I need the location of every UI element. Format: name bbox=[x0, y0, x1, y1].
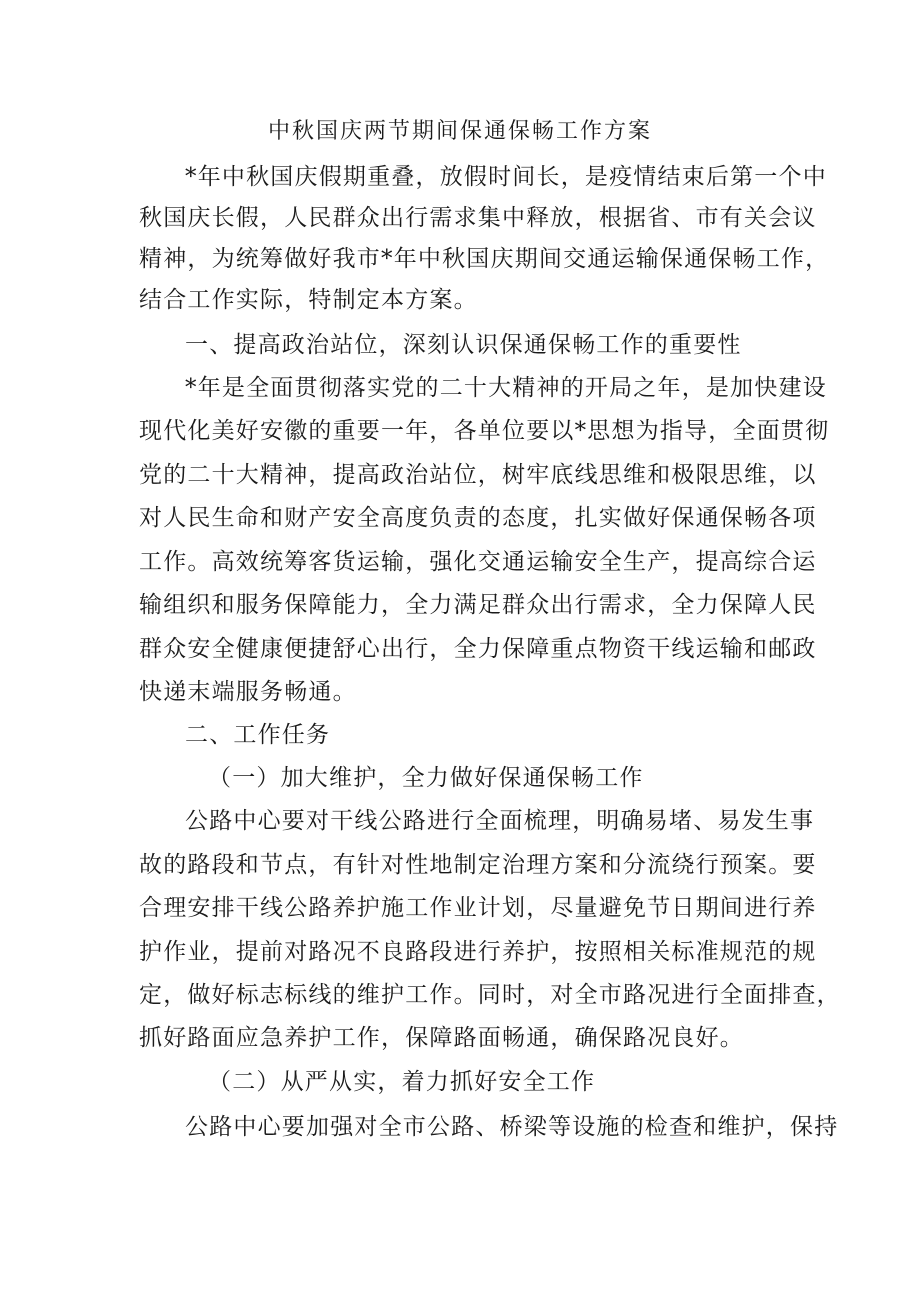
paragraph-line: 秋国庆长假，人民群众出行需求集中释放，根据省、市有关会议 bbox=[139, 205, 817, 231]
paragraph-line: 精神，为统筹做好我市*年中秋国庆期间交通运输保通保畅工作， bbox=[139, 246, 830, 272]
paragraph-line: *年是全面贯彻落实党的二十大精神的开局之年，是加快建设 bbox=[185, 375, 827, 401]
paragraph-line: 快递末端服务畅通。 bbox=[139, 679, 357, 705]
subsection-heading: （一）加大维护，全力做好保通保畅工作 bbox=[208, 765, 644, 791]
paragraph-line: 公路中心要加强对全市公路、桥梁等设施的检查和维护，保持 bbox=[185, 1114, 839, 1140]
document-title: 中秋国庆两节期间保通保畅工作方案 bbox=[267, 119, 652, 144]
paragraph-line: 结合工作实际，特制定本方案。 bbox=[139, 287, 478, 313]
paragraph-line: *年中秋国庆假期重叠，放假时间长，是疫情结束后第一个中 bbox=[185, 164, 827, 190]
paragraph-line: 工作。高效统筹客货运输，强化交通运输安全生产，提高综合运 bbox=[139, 549, 817, 575]
paragraph-line: 护作业，提前对路况不良路段进行养护，按照相关标准规范的规 bbox=[139, 939, 817, 965]
paragraph-line: 抓好路面应急养护工作，保障路面畅通，确保路况良好。 bbox=[139, 1025, 744, 1051]
paragraph-line: 现代化美好安徽的重要一年，各单位要以*思想为指导，全面贯彻 bbox=[139, 418, 830, 444]
section-heading: 二、工作任务 bbox=[185, 722, 331, 748]
paragraph-line: 党的二十大精神，提高政治站位，树牢底线思维和极限思维，以 bbox=[139, 462, 817, 488]
paragraph-line: 群众安全健康便捷舒心出行，全力保障重点物资干线运输和邮政 bbox=[139, 636, 817, 662]
paragraph-line: 输组织和服务保障能力，全力满足群众出行需求，全力保障人民 bbox=[139, 592, 817, 618]
subsection-heading: （二）从严从实，着力抓好安全工作 bbox=[208, 1069, 596, 1095]
section-heading: 一、提高政治站位，深刻认识保通保畅工作的重要性 bbox=[185, 332, 742, 358]
paragraph-line: 故的路段和节点，有针对性地制定治理方案和分流绕行预案。要 bbox=[139, 852, 817, 878]
paragraph-line: 对人民生命和财产安全高度负责的态度，扎实做好保通保畅各项 bbox=[139, 505, 817, 531]
paragraph-line: 合理安排干线公路养护施工作业计划，尽量避免节日期间进行养 bbox=[139, 895, 817, 921]
paragraph-line: 公路中心要对干线公路进行全面梳理，明确易堵、易发生事 bbox=[185, 808, 815, 834]
paragraph-line: 定，做好标志标线的维护工作。同时，对全市路况进行全面排查， bbox=[139, 982, 841, 1008]
